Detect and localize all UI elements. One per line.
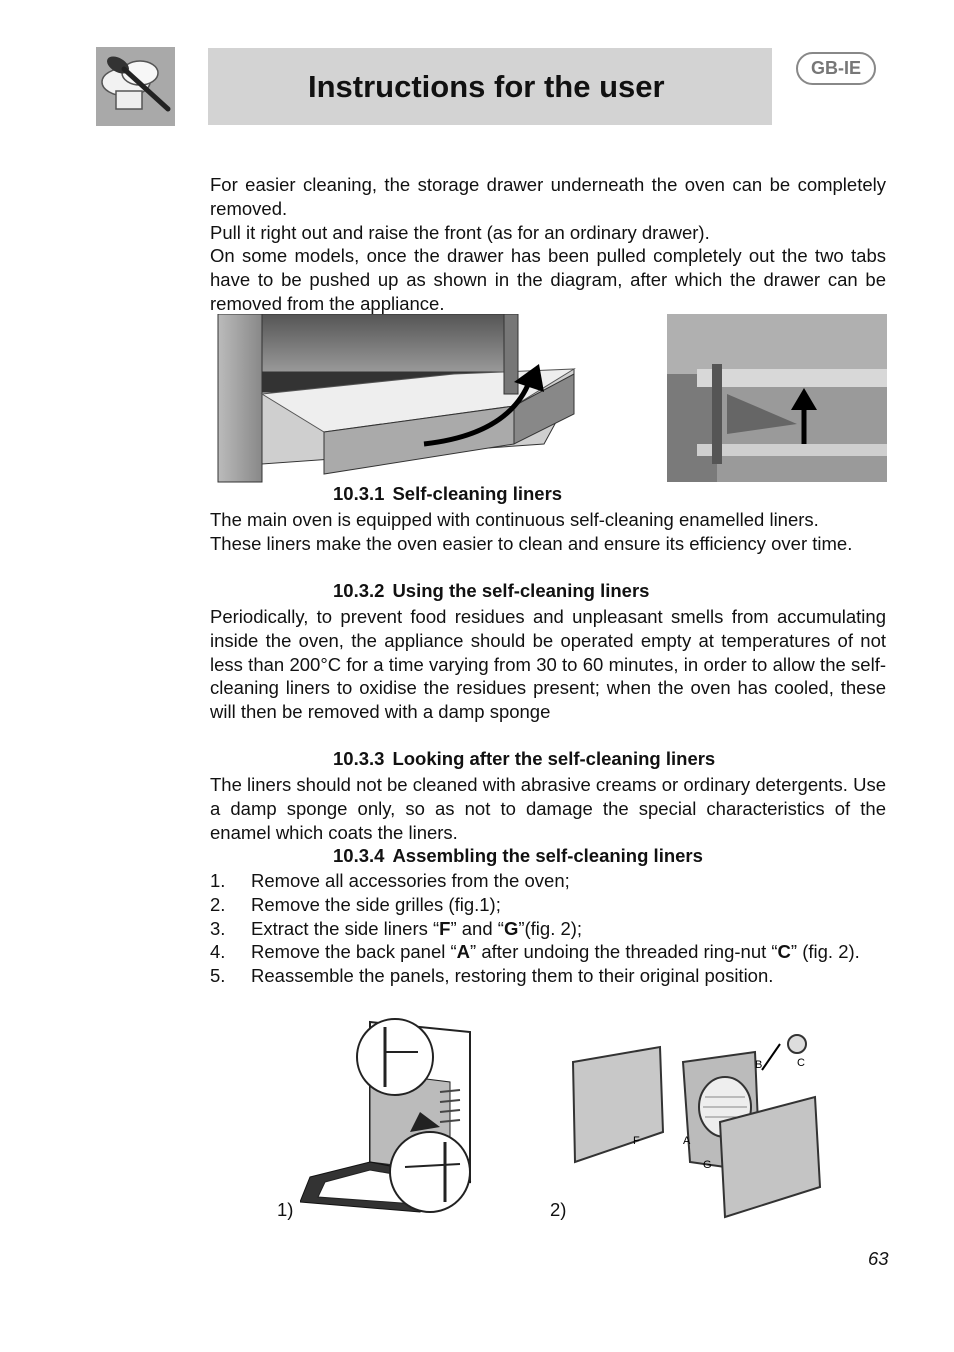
list-item: 5. Reassemble the panels, restoring them to their original position. — [210, 965, 774, 987]
section-heading-10-3-3: 10.3.3 Looking after the self-cleaning liners — [333, 748, 716, 769]
page-title: Instructions for the user — [308, 68, 665, 104]
chef-spoon-icon — [96, 47, 175, 126]
page-number: 63 — [868, 1248, 889, 1269]
figure-2-label: 2) — [550, 1199, 567, 1220]
section-10-3-3-body: The liners should not be cleaned with abrasive creams or ordinary detergents. Use a damp sponge only, so as not to damage the special characteristics of the enamel which coats the liners. — [210, 774, 886, 843]
title-bar — [208, 48, 772, 125]
list-item: 2. Remove the side grilles (fig.1); — [210, 893, 501, 915]
assembly-steps-list — [210, 869, 886, 988]
list-item: 1. Remove all accessories from the oven; — [210, 870, 570, 891]
figure-1-label: 1) — [277, 1199, 294, 1220]
section-heading-10-3-4: 10.3.4 Assembling the self-cleaning liners — [333, 845, 703, 866]
figure-2-liners — [565, 1022, 825, 1220]
section-10-3-1-body: The main oven is equipped with continuous self-cleaning enamelled liners. These liners make the oven easier to clean and ensure its efficiency over time. — [210, 509, 853, 554]
label-b: B — [755, 1059, 763, 1071]
section-heading-10-3-2: 10.3.2 Using the self-cleaning liners — [333, 580, 650, 601]
intro-paragraph-2: Pull it right out and raise the front (as for an ordinary drawer). — [210, 221, 710, 243]
label-g: G — [703, 1159, 712, 1171]
label-f: F — [633, 1135, 640, 1147]
tab-push-photo — [667, 314, 887, 482]
intro-paragraph-3: On some models, once the drawer has been pulled completely out the two tabs have to be pushed up as shown in the diagram, after which the drawer can be removed from the appliance. — [210, 245, 886, 314]
chef-logo — [96, 47, 175, 126]
label-c: C — [797, 1057, 805, 1069]
list-item: 3. Extract the side liners “F” and “G”(fig. 2); — [210, 917, 583, 939]
drawer-illustration — [214, 314, 604, 484]
list-item: 4. Remove the back panel “A” after undoing the threaded ring-nut “C” (fig. 2). — [210, 941, 860, 963]
region-badge: GB-IE — [796, 52, 876, 85]
label-a: A — [683, 1135, 691, 1147]
intro-text — [210, 173, 886, 316]
figure-1-oven-grilles — [300, 1012, 480, 1217]
section-10-3-2-body: Periodically, to prevent food residues and unpleasant smells from accumulating inside the oven, the appliance should be operated empty at temperatures of not less than 200°C for a time varying from 30 to 60 minutes, in order to allow the self-cleaning liners to oxidise the residues present; when the oven has cooled, these will then be removed with a damp sponge — [210, 606, 886, 723]
section-heading-10-3-1: 10.3.1 Self-cleaning liners — [333, 483, 563, 504]
intro-paragraph-1: For easier cleaning, the storage drawer underneath the oven can be completely removed. — [210, 174, 886, 219]
